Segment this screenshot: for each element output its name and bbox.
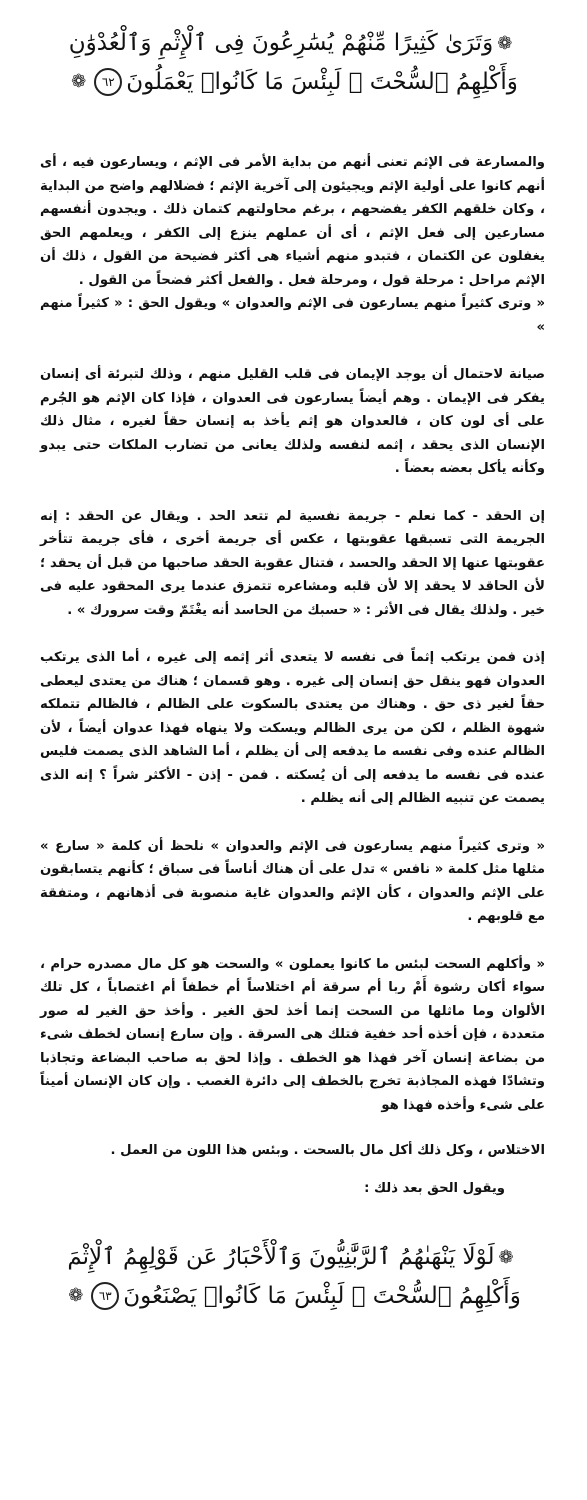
verse-top-line-2-text: وَأَكْلِهِمُ ٱلسُّحْتَ ۚ لَبِئْسَ مَا كَانُوا۟ يَعْمَلُونَ (126, 68, 518, 95)
paragraph-6: « وترى كثيراً منهم يسارعون فى الإثم والعدوان » نلحظ أن كلمة « سارع » مثلها مثل كلمة « نافس » تدل على أن هناك أناساً فى سباق ؛ كأنهم يتسابقون على الإثم والعدوان ، كأن الإثم والعدوان غاية منصوبة فى أذهانهم ، ومتفقة مع قلوبهم . (40, 838, 545, 924)
verse-bottom-line-2 (40, 1277, 545, 1316)
verse-top-line-2 (40, 63, 545, 102)
verse-number-badge: ٦٢ (94, 68, 122, 96)
verse-number-badge: ٦٣ (91, 1282, 119, 1310)
verse-intro-text: ويقول الحق بعد ذلك : (364, 1180, 505, 1196)
verse-top-line-1 (40, 24, 545, 63)
paragraph-2-quote: « وترى كثيراً منهم يسارعون فى الإثم والعدوان » ويقول الحق : « كثيراً منهم » (40, 296, 545, 335)
paragraph-tail: الاختلاس ، وكل ذلك أكل مال بالسحت . وبئس هذا اللون من العمل . (110, 1143, 545, 1158)
paragraph-3: صيانة لاحتمال أن يوجد الإيمان فى قلب القليل منهم ، وذلك لتبرئة أى إنسان يفكر فى الإيمان . وهم أيضاً يسارعون فى العدوان ، فإذا كان الإثم هو الجُرم على أى لون كان ، فالعدوان هو إثم يأخذ به إنسان حقاً لغيره ، مثال ذلك الإنسان الذى يحقد ، إثمه لنفسه ولذلك يعانى من تضارب الملكات حتى يبدو وكأنه يأكل بعضه بعضاً . (40, 367, 545, 476)
quran-verse-top (40, 24, 545, 101)
paragraph-5: إذن فمن يرتكب إثماً فى نفسه لا يتعدى أثر إثمه إلى غيره ، أما الذى يرتكب العدوان فهو ينقل حق إنسان إلى غيره . وهو قسمان ؛ هناك من يعتدى ليعطى حقاً لغير ذى حق . وهناك من يعتدى بالسكوت على الظالم ، فالظالم تتملكه شهوة الظلم ، لكن من يرى الظالم ويسكت ولا ينهاه فهذا عدوان أيضاً ، لأن الظالم عنده وفى نفسه ما يدفعه إلى أن يظلم ، أما الشاهد الذى يصمت فليس عنده فى نفسه ما يدفعه إلى أن يُسكته . فمن - إذن - الأكثر شراً ؟ إنه الذى يصمت عن تنبيه الظالم إلى أنه يظلم . (40, 650, 545, 806)
verse-ornament-icon: ❁ (498, 1246, 514, 1268)
verse-bottom-line-1 (40, 1238, 545, 1277)
verse-top-line-1-text: وَتَرَىٰ كَثِيرًا مِّنْهُمْ يُسَٰرِعُونَ فِى ٱلْإِثْمِ وَٱلْعُدْوَٰنِ (68, 30, 494, 56)
verse-end-ornament-icon: ❁ (68, 1285, 84, 1306)
verse-end-ornament-icon: ❁ (71, 71, 87, 92)
verse-bottom-line-1-text: لَوْلَا يَنْهَىٰهُمُ ٱلرَّبَّٰنِيُّونَ وَٱلْأَحْبَارُ عَن قَوْلِهِمُ ٱلْإِثْمَ (67, 1244, 495, 1270)
verse-bottom-line-2-text: وَأَكْلِهِمُ ٱلسُّحْتَ ۚ لَبِئْسَ مَا كَانُوا۟ يَصْنَعُونَ (123, 1282, 521, 1309)
paragraph-4: إن الحقد - كما نعلم - جريمة نفسية لم تتعد الحد . ويقال عن الحقد : إنه الجريمة التى تسبقها عقوبتها ، عكس أى جريمة أخرى ، فأى جريمة تتأخر عقوبتها عنها إلا الحقد والحسد ، فتنال عقوبة الحقد صاحبها من قبل أن يحقد ؛ لأن الحاقد لا يحقد إلا لأن قلبه ومشاعره تتمزق عندما يرى المحقود عليه فى خير . ولذلك يقال فى الأثر : « حسبك من الحاسد أنه يغْتَمّ وقت سرورك » . (40, 508, 545, 618)
quran-verse-bottom (40, 1238, 545, 1315)
verse-ornament-icon: ❁ (497, 32, 513, 54)
paragraph-7: « وأكلهم السحت لبئس ما كانوا يعملون » والسحت هو كل مال مصدره حرام ، سواء أكان رشوة أَمْ ربا أم سرقة أم اختلاساً أم خطفاً أم اغتصاباً ، كل تلك الألوان وما ماثلها من السحت إنما أخذ لحق الغير . وأخذ حق الغير له صور متعددة ، فإن أخذه أحد خفية فتلك هى السرقة . وإن سارع إنسان لخطف شىء من بضاعة إنسان آخر فهذا هو الخطف . وإذا لحق به صاحب البضاعة وتجاذبا وتشادّا فهذه المجاذبة تخرج بالخطف إلى دائرة الغصب . وإن كان الإنسان أميناً على شىء وأخذه فهذا هو (40, 956, 545, 1113)
paragraph-1: والمسارعة فى الإثم تعنى أنهم من بداية الأمر فى الإثم ، ويسارعون فيه ، أى أنهم كانوا على أولية الإثم ويجيئون إلى آخرية الإثم ؛ فضلالهم واضح من البداية ، وكان خلقهم الكفر يفضحهم ، برغم محاولتهم كتمان ذلك . ويجدون أنفسهم مسارعين إلى فعل الإثم ، أى أن عملهم ينزع إلى الكفر ، ويعلمهم الحق يغفلون عن الكتمان ، فتبدو منهم أشياء هى أكثر فضيحة من القول ، ذلك أن الإثم مراحل : مرحلة قول ، ومرحلة فعل . والفعل أكثر فضحاً من القول . (40, 155, 545, 288)
